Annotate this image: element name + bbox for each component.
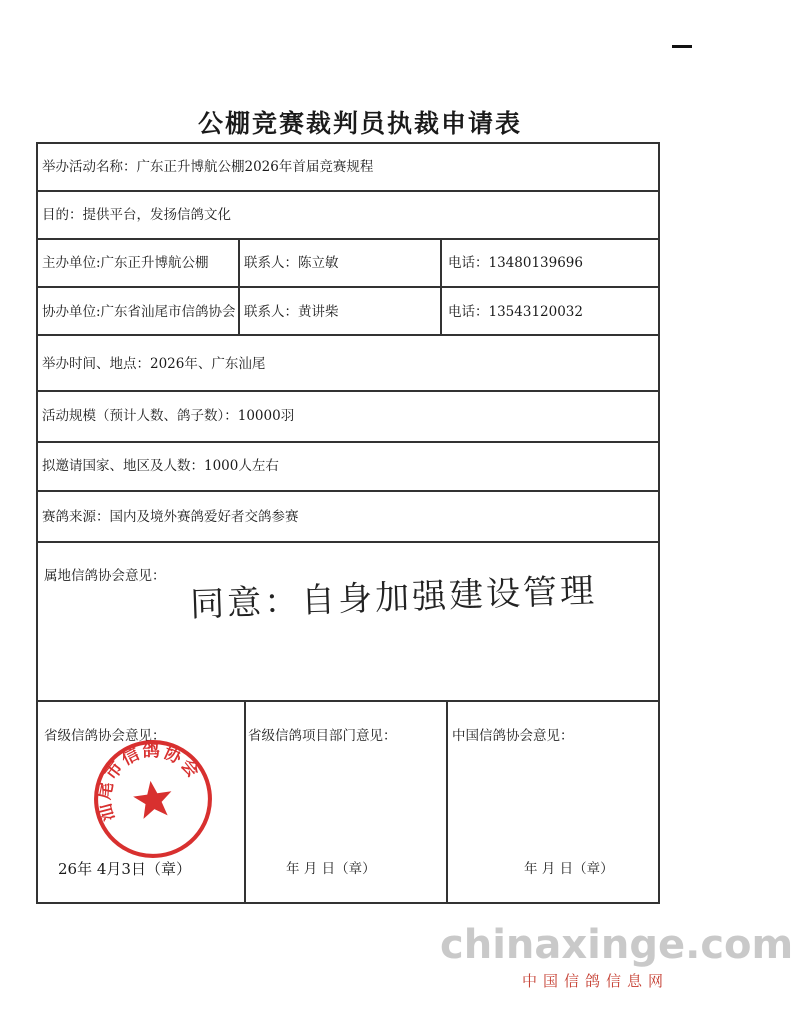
provincial-department-date: 年 月 日（章）: [286, 861, 376, 877]
row-divider: [36, 238, 660, 240]
row-divider: [36, 286, 660, 288]
row-divider: [36, 142, 660, 144]
china-association-label: 中国信鸽协会意见：: [452, 728, 574, 744]
row-divider: [36, 700, 660, 702]
star-icon: [131, 778, 174, 820]
table-right-border: [658, 142, 660, 903]
row-divider: [36, 541, 660, 543]
provincial-department-label: 省级信鸽项目部门意见：: [248, 728, 397, 744]
form-title: 公棚竞赛裁判员执裁申请表: [197, 109, 522, 138]
column-divider: [238, 238, 240, 334]
row-divider: [36, 441, 660, 443]
column-divider: [440, 238, 442, 334]
column-divider: [446, 700, 448, 902]
column-divider: [244, 700, 246, 902]
co-contact-field: 联系人：黄讲柴: [244, 304, 339, 320]
host-unit-field: 主办单位:广东正升博航公棚: [42, 255, 209, 271]
host-phone-field: 电话：13480139696: [448, 255, 583, 271]
seal-text: 汕尾市信鸽协会: [94, 741, 205, 824]
pigeon-source-field: 赛鸽来源：国内及境外赛鸽爱好者交鸽参赛: [42, 509, 299, 525]
host-contact-field: 联系人：陈立敏: [244, 255, 339, 271]
table-left-border: [36, 142, 38, 903]
handwritten-comment: 同意：自身加强建设管理: [189, 570, 598, 626]
activity-name-field: 举办活动名称：广东正升博航公棚2026年首届竞赛规程: [42, 159, 374, 175]
watermark-latin: chinaxinge.com: [440, 922, 793, 968]
invited-field: 拟邀请国家、地区及人数：1000人左右: [42, 458, 279, 474]
co-phone-field: 电话：13543120032: [448, 304, 583, 320]
application-form-table: [36, 142, 660, 902]
provincial-association-label: 省级信鸽协会意见：: [44, 728, 166, 744]
page-edge-mark: [672, 45, 692, 48]
association-seal: [84, 730, 222, 868]
row-divider: [36, 390, 660, 392]
scale-field: 活动规模（预计人数、鸽子数）：10000羽: [42, 408, 295, 424]
time-place-field: 举办时间、地点：2026年、广东汕尾: [42, 356, 266, 372]
local-association-label: 属地信鸽协会意见：: [44, 568, 166, 584]
purpose-field: 目的：提供平台，发扬信鸽文化: [42, 207, 231, 223]
watermark-chinese: 中国信鸽信息网: [522, 972, 670, 990]
row-divider: [36, 334, 660, 336]
row-divider: [36, 190, 660, 192]
provincial-association-date: 26年 4月3日（章）: [58, 860, 191, 878]
row-divider: [36, 902, 660, 904]
co-unit-field: 协办单位:广东省汕尾市信鸽协会: [42, 304, 236, 320]
row-divider: [36, 490, 660, 492]
china-association-date: 年 月 日（章）: [524, 861, 614, 877]
